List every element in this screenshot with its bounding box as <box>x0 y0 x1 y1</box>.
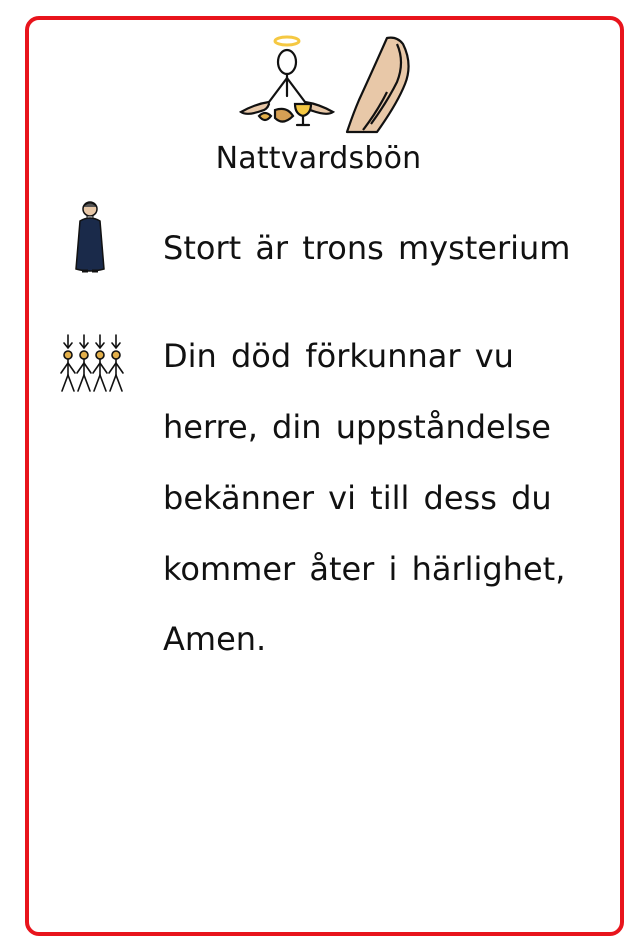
page-title: Nattvardsbön <box>215 141 422 176</box>
section-2-line-4: kommer åter i härlighet, <box>163 550 566 588</box>
congregation-icon <box>58 333 126 395</box>
section-1-line-1: Stort är trons mysterium <box>163 229 571 267</box>
praying-hands-icon <box>347 38 409 132</box>
section-2-line-2: herre, din uppståndelse <box>163 408 551 446</box>
section-2-line-3: bekänner vi till dess du <box>163 479 552 517</box>
priest-icon <box>72 199 108 277</box>
communion-icon <box>241 37 333 125</box>
header-icons <box>237 34 423 136</box>
section-2-line-5: Amen. <box>163 620 267 658</box>
section-2-line-1: Din död förkunnar vu <box>163 337 514 375</box>
